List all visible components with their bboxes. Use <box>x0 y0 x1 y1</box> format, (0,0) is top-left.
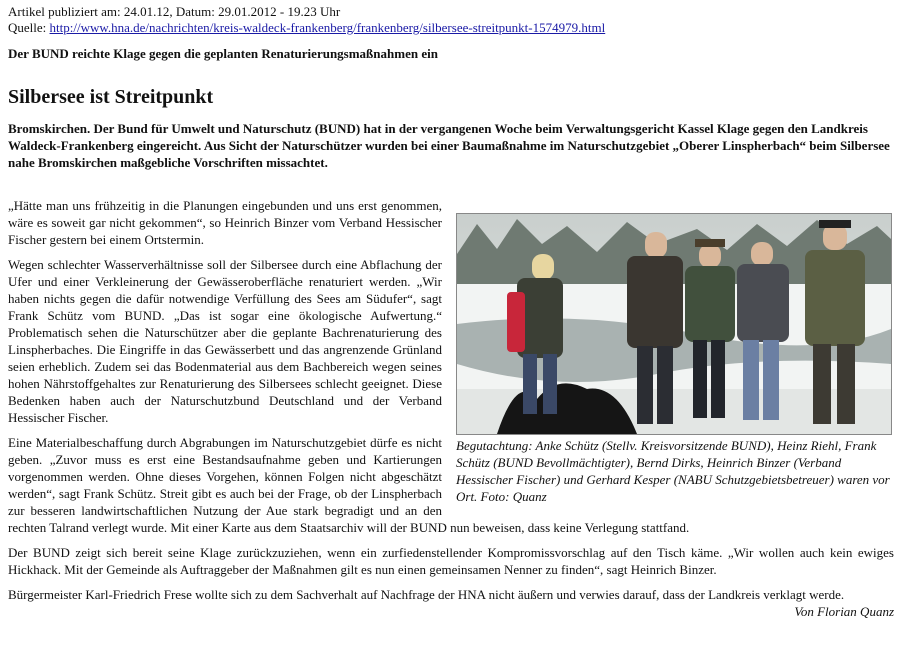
body-paragraph <box>8 586 894 619</box>
kicker: Der BUND reichte Klage gegen die geplanten Renaturierungsmaßnahmen ein <box>8 46 438 61</box>
source-line <box>8 20 605 36</box>
lead-paragraph: Bromskirchen. Der Bund für Umwelt und Naturschutz (BUND) hat in der vergangenen Woche beim Verwaltungsgericht Kassel Klage gegen den Landkreis Waldeck-Frankenberg eingereicht. Aus Sicht der Naturschützer wurden bei einer Baumaßnahme im Naturschutzgebiet „Oberer Linspherbach“ beim Silbersee nahe Bromskirchen maßgebliche Vorschriften missachtet. <box>8 121 890 170</box>
article-meta <box>8 4 605 36</box>
body-paragraph: Wegen schlechter Wasserverhältnisse soll der Silbersee durch eine Abflachung der Ufer und einer Verkleinerung der Gewässeroberfläche renaturiert werden. „Wir haben nichts gegen die dafür notwendige Verfüllung des Sees am Südufer“, sagt Frank Schütz vom BUND. „Das ist sogar eine ökologische Aufwertung.“ Problematisch sehen die Naturschützer aber die geplante Bachrenaturierung des Linspherbaches. Die Eingriffe in das Gewässerbett und das angrenzende Grünland seien erheblich. Zudem sei das Bodenmaterial aus dem Bachbereich wegen seines hohen Nährstoffgehaltes zur Renaturierung des Silbersees schlecht geeignet. Diese Bedenken haben auch der Naturschutzbund Deutschland und der Verband Hessischer Fischer. <box>8 257 442 425</box>
body-paragraph-text: Bürgermeister Karl-Friedrich Frese wollte sich zu dem Sachverhalt auf Nachfrage der HNA nicht äußern und verwies darauf, dass der Landkreis verklagt werde. <box>8 587 845 602</box>
headline: Silbersee ist Streitpunkt <box>8 86 214 108</box>
byline: Von Florian Quanz <box>794 604 894 619</box>
group-photo <box>456 213 892 435</box>
body-paragraph: „Hätte man uns frühzeitig in die Planungen eingebunden und uns erst genommen, wäre es soweit gar nicht gekommen“, so Heinrich Binzer vom Verband Hessischer Fischer gestern bei einem Ortstermin. <box>8 198 442 247</box>
body-paragraph: Der BUND zeigt sich bereit seine Klage zurückzuziehen, wenn ein zurfiedenstellender Kompromissvorschlag auf den Tisch käme. „Wir wollen auch kein ewiges Hickhack. Mit der Gemeinde als Auftraggeber der Maßnahmen gilt es nun einen gemeinsamen Nenner zu finden“, sagt Heinrich Binzer. <box>8 545 894 577</box>
source-link[interactable]: http://www.hna.de/nachrichten/kreis-waldeck-frankenberg/frankenberg/silbersee-streitpunkt-1574979.html <box>49 20 606 35</box>
published-line: Artikel publiziert am: 24.01.12, Datum: 29.01.2012 - 19.23 Uhr <box>8 4 341 19</box>
body-paragraph: Eine Materialbeschaffung durch Abgrabungen im Naturschutzgebiet dürfe es nicht geben. „Zuvor muss es erst eine Bestandsaufnahme geben und Kartierungen vorgenommen werden. Ohne dieses Vorgehen, können Folgen nicht abgeschätzt werden“, sagt Frank Schütz. Streit gibt es auch bei der Frage, ob der Linspherbach zur besseren landwirtschaftlichen Nutzung der Aue stark begradigt und an den rechten Talrand verlegt wurde. Mit einer Karte aus dem Staatsarchiv will der BUND nun beweisen, dass keine Verlegung stattfand. <box>8 435 690 535</box>
photo-caption: Begutachtung: Anke Schütz (Stellv. Kreisvorsitzende BUND), Heinz Riehl, Frank Schütz (BUND Bevollmächtigter), Bernd Dirks, Heinrich Binzer (Verband Hessischer Fischer) und Gerhard Kesper (NABU Schutzgebietsbetreuer) waren vor Ort. Foto: Quanz <box>456 438 890 504</box>
source-label: Quelle: <box>8 20 47 35</box>
photo-figure <box>456 213 892 505</box>
article-body <box>8 197 894 620</box>
